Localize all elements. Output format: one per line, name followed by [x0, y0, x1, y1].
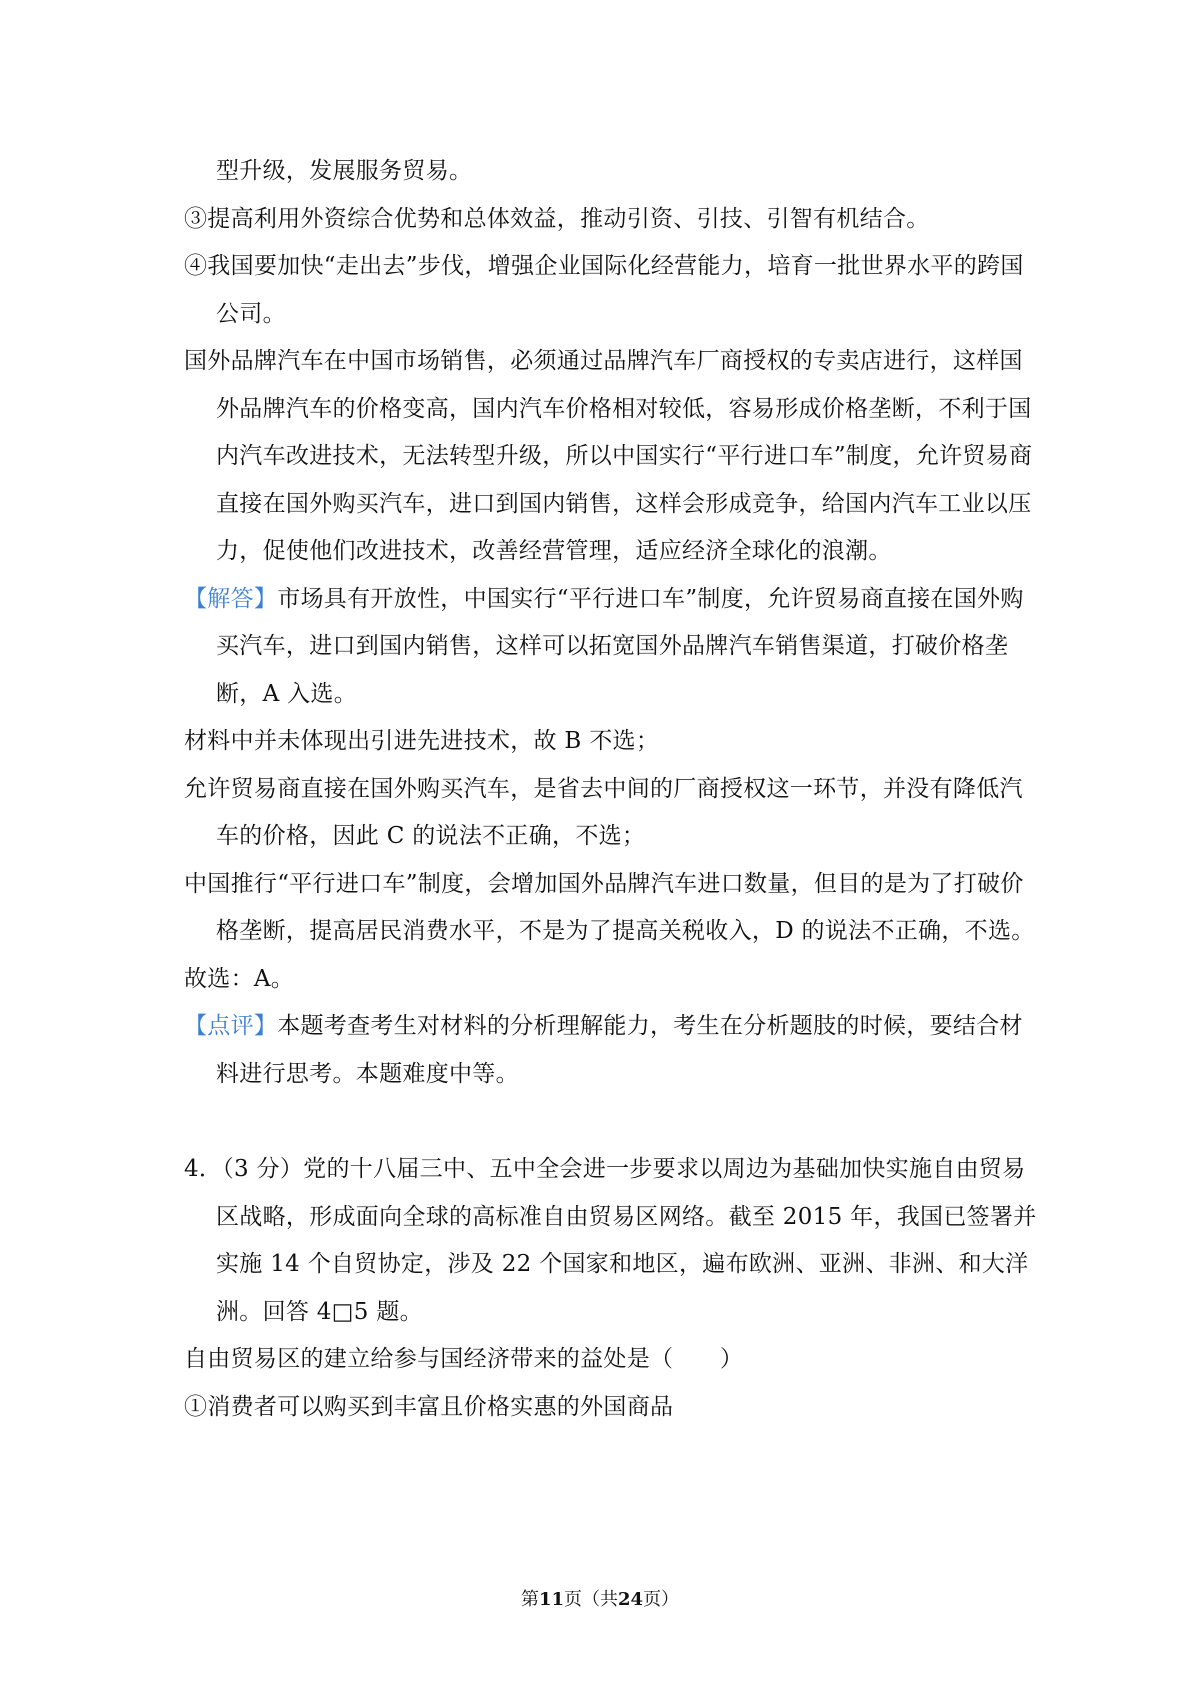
- footer-mid: 页（共: [564, 1589, 618, 1610]
- question-option: ①消费者可以购买到丰富且价格实惠的外国商品: [184, 1393, 674, 1420]
- text-line: 故选：A。: [184, 965, 295, 992]
- footer-suffix: 页）: [643, 1589, 680, 1610]
- analysis-paragraph: 国外品牌汽车在中国市场销售，必须通过品牌汽车厂商授权的专卖店进行，这样国外品牌汽车的价格变高，国内汽车价格相对较低，容易形成价格垄断，不利于国内汽车改进技术，无法转型升级，所以中国实行“平行进口车”制度，允许贸易商直接在国外购买汽车，进口到国内销售，这样会形成竞争，给国内汽车工业以压力，促使他们改进技术，改善经营管理，适应经济全球化的浪潮。: [184, 348, 1033, 564]
- comment-tag: 【点评】: [184, 1013, 278, 1039]
- answer-text: 市场具有开放性，中国实行“平行进口车”制度，允许贸易商直接在国外购买汽车，进口到国内销售，这样可以拓宽国外品牌汽车销售渠道，打破价格垄断，A 入选。: [216, 585, 1024, 707]
- answer-paragraph: [184, 576, 1044, 719]
- question-4: 4．（3 分）党的十八届三中、五中全会进一步要求以周边为基础加快实施自由贸易区战略，形成面向全球的高标准自由贸易区网络。截至 2015 年，我国已签署并实施 14 个自贸协定，涉及 22 个国家和地区，遍布欧洲、亚洲、非洲、和大洋洲。回答 4□5 题。: [184, 1156, 1037, 1325]
- page-footer: [0, 1585, 1200, 1611]
- text-line: ④我国要加快“走出去”步伐，增强企业国际化经营能力，培育一批世界水平的跨国公司。: [184, 253, 1024, 327]
- comment-text: 本题考查考生对材料的分析理解能力，考生在分析题肢的时候，要结合材料进行思考。本题难度中等。: [216, 1013, 1023, 1087]
- spacer: [184, 1098, 1044, 1146]
- question-stem: 自由贸易区的建立给参与国经济带来的益处是（ ）: [184, 1346, 744, 1372]
- footer-prefix: 第: [520, 1589, 539, 1610]
- answer-tag: 【解答】: [184, 585, 278, 612]
- text-line: 允许贸易商直接在国外购买汽车，是省去中间的厂商授权这一环节，并没有降低汽车的价格，因此 C 的说法不正确，不选；: [184, 775, 1023, 849]
- text-line: 中国推行“平行进口车”制度，会增加国外品牌汽车进口数量，但目的是为了打破价格垄断，提高居民消费水平，不是为了提高关税收入，D 的说法不正确，不选。: [184, 870, 1035, 944]
- text-line: 型升级，发展服务贸易。: [216, 158, 473, 184]
- comment-paragraph: [184, 1003, 1044, 1098]
- document-body: [184, 148, 1044, 1431]
- text-line: ③提高利用外资综合优势和总体效益，推动引资、引技、引智有机结合。: [184, 205, 930, 232]
- footer-page-number: 11: [538, 1589, 564, 1610]
- footer-total-pages: 24: [618, 1589, 644, 1610]
- text-line: 材料中并未体现出引进先进技术，故 B 不选；: [184, 728, 660, 754]
